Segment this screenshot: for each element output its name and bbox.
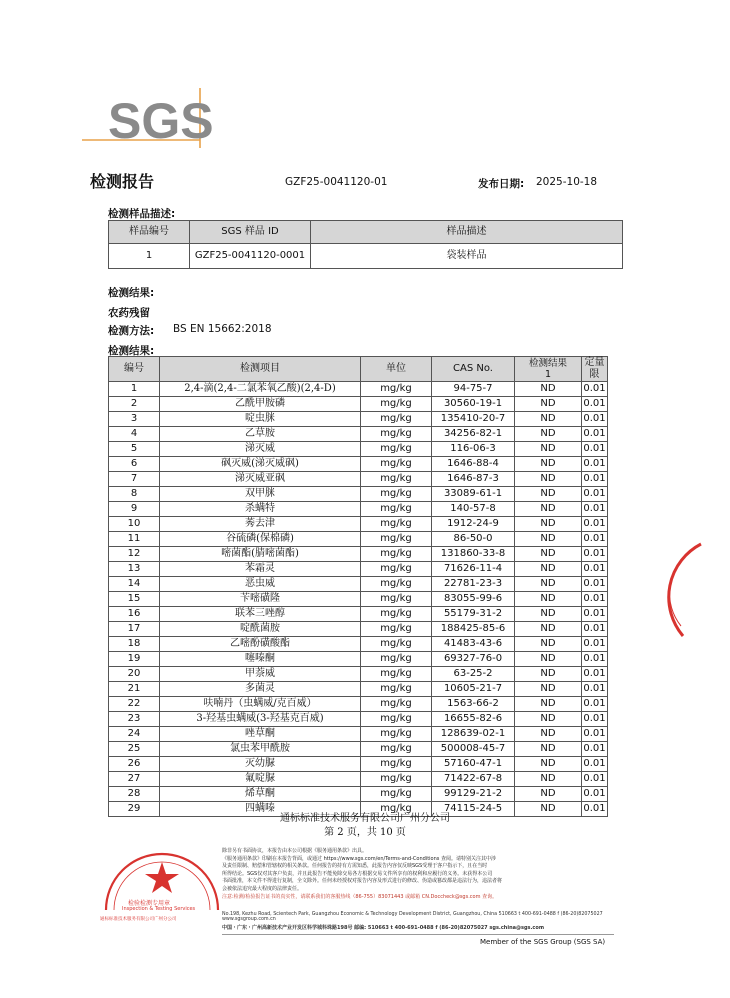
table-cell: 0.01 bbox=[582, 517, 608, 532]
table-cell: 140-57-8 bbox=[432, 502, 515, 517]
table-cell: mg/kg bbox=[361, 592, 432, 607]
table-cell: 0.01 bbox=[582, 487, 608, 502]
table-cell: 10 bbox=[109, 517, 160, 532]
table-row bbox=[109, 457, 608, 472]
table-cell: mg/kg bbox=[361, 757, 432, 772]
table-cell: 1646-87-3 bbox=[432, 472, 515, 487]
report-number: GZF25-0041120-01 bbox=[285, 176, 388, 188]
table-cell: ND bbox=[515, 562, 582, 577]
table-cell: mg/kg bbox=[361, 502, 432, 517]
table-cell: 14 bbox=[109, 577, 160, 592]
table-cell: 12 bbox=[109, 547, 160, 562]
footer-divider bbox=[222, 934, 614, 935]
terms-line: 会被依法追究最大程度的法律责任。 bbox=[222, 885, 303, 892]
footer-company: 通标标准技术服务有限公司广州分公司 bbox=[280, 813, 450, 824]
table-cell: 27 bbox=[109, 772, 160, 787]
table-cell: ND bbox=[515, 802, 582, 817]
table-row bbox=[109, 667, 608, 682]
results-section-label: 检测结果: bbox=[108, 287, 155, 299]
table-cell: 26 bbox=[109, 757, 160, 772]
table-cell: 17 bbox=[109, 622, 160, 637]
table-cell: 22781-23-3 bbox=[432, 577, 515, 592]
table-row bbox=[109, 487, 608, 502]
table-cell: 16 bbox=[109, 607, 160, 622]
table-cell: ND bbox=[515, 592, 582, 607]
table-cell: 131860-33-8 bbox=[432, 547, 515, 562]
table-cell: ND bbox=[515, 757, 582, 772]
table-cell: 0.01 bbox=[582, 547, 608, 562]
table-cell: 0.01 bbox=[582, 652, 608, 667]
table-cell: 0.01 bbox=[582, 622, 608, 637]
table-cell: ND bbox=[515, 427, 582, 442]
table-cell: 2,4-滴(2,4-二氯苯氧乙酸)(2,4-D) bbox=[160, 382, 361, 397]
table-cell: 甲萘威 bbox=[160, 667, 361, 682]
table-cell: mg/kg bbox=[361, 667, 432, 682]
table-cell: 0.01 bbox=[582, 727, 608, 742]
table-cell: 0.01 bbox=[582, 427, 608, 442]
table-row bbox=[109, 382, 608, 397]
terms-line: 书面批准，本文件不得进行复制，全文除外。任何未经授权对报告内容及形式进行的修改、伪造或篡改都是违法行为，违法者将 bbox=[222, 878, 503, 885]
side-seal-stamp bbox=[663, 540, 703, 640]
results-table-header bbox=[109, 357, 608, 382]
table-cell: 1646-88-4 bbox=[432, 457, 515, 472]
table-row bbox=[109, 622, 608, 637]
table-cell: 188425-85-6 bbox=[432, 622, 515, 637]
table-cell: mg/kg bbox=[361, 622, 432, 637]
sgs-logo bbox=[82, 86, 222, 148]
table-cell: 34256-82-1 bbox=[432, 427, 515, 442]
table-row bbox=[109, 547, 608, 562]
table-cell: mg/kg bbox=[361, 787, 432, 802]
table-cell: mg/kg bbox=[361, 382, 432, 397]
table-cell: 3-羟基虫螨威(3-羟基克百威) bbox=[160, 712, 361, 727]
table-cell: 氟啶脲 bbox=[160, 772, 361, 787]
address-english: No.198, Kezhu Road, Scientech Park, Guangzhou Economic & Technology Development District, Guangzhou, China 510663 t 400-691-0488 f (86-20)82075027 www.sgsgroup.com.cn bbox=[222, 912, 603, 922]
table-cell: 0.01 bbox=[582, 757, 608, 772]
table-cell: 乙草胺 bbox=[160, 427, 361, 442]
table-cell: 0.01 bbox=[582, 607, 608, 622]
table-cell: 94-75-7 bbox=[432, 382, 515, 397]
table-cell: mg/kg bbox=[361, 427, 432, 442]
category-label: 农药残留 bbox=[108, 307, 150, 319]
table-row bbox=[109, 577, 608, 592]
results-header-cell: 单位 bbox=[361, 357, 432, 382]
table-cell: ND bbox=[515, 547, 582, 562]
table-row bbox=[109, 772, 608, 787]
terms-line: 《服务通用条款》印刷在本报告背面，或通过 https://www.sgs.com/en/Terms-and-Conditions 查阅。请特别关注其中涉 bbox=[222, 855, 496, 862]
table-cell: 杀螨特 bbox=[160, 502, 361, 517]
table-cell: 18 bbox=[109, 637, 160, 652]
table-cell: 0.01 bbox=[582, 442, 608, 457]
table-cell: 5 bbox=[109, 442, 160, 457]
sample-section-label: 检测样品描述: bbox=[108, 208, 176, 220]
table-cell: 苯霜灵 bbox=[160, 562, 361, 577]
table-cell: 0.01 bbox=[582, 667, 608, 682]
table-cell: ND bbox=[515, 397, 582, 412]
table-cell: 0.01 bbox=[582, 637, 608, 652]
sample-cell: 1 bbox=[109, 244, 190, 269]
table-cell: 0.01 bbox=[582, 397, 608, 412]
results-label: 检测结果: bbox=[108, 345, 155, 357]
terms-line: 除非另有书面协议，本报告由本公司根据《服务通用条款》出具。 bbox=[222, 848, 368, 854]
table-cell: mg/kg bbox=[361, 457, 432, 472]
table-cell: 63-25-2 bbox=[432, 667, 515, 682]
table-cell: 砜灭威(涕灭威砜) bbox=[160, 457, 361, 472]
table-cell: 0.01 bbox=[582, 712, 608, 727]
table-cell: 灭幼脲 bbox=[160, 757, 361, 772]
seal-english: Inspection & Testing Services bbox=[122, 906, 196, 912]
table-cell: mg/kg bbox=[361, 772, 432, 787]
table-cell: 恶虫威 bbox=[160, 577, 361, 592]
terms-line: 所得结论。SGS仅对其客户负责，并且此报告不能免除交易各方根据交易文件所享有的权利和应履行的义务。未获得本公司 bbox=[222, 870, 493, 877]
sample-table-row bbox=[109, 244, 623, 269]
terms-text bbox=[222, 848, 617, 901]
results-header-cell: 编号 bbox=[109, 357, 160, 382]
table-cell: 0.01 bbox=[582, 772, 608, 787]
table-row bbox=[109, 532, 608, 547]
table-row bbox=[109, 562, 608, 577]
table-cell: 烯草酮 bbox=[160, 787, 361, 802]
table-cell: 16655-82-6 bbox=[432, 712, 515, 727]
table-row bbox=[109, 712, 608, 727]
table-cell: 联苯三唑醇 bbox=[160, 607, 361, 622]
table-cell: 128639-02-1 bbox=[432, 727, 515, 742]
table-cell: mg/kg bbox=[361, 652, 432, 667]
table-cell: ND bbox=[515, 517, 582, 532]
table-cell: 0.01 bbox=[582, 577, 608, 592]
table-row bbox=[109, 757, 608, 772]
table-cell: 乙酰甲胺磷 bbox=[160, 397, 361, 412]
table-cell: 41483-43-6 bbox=[432, 637, 515, 652]
table-cell: 0.01 bbox=[582, 457, 608, 472]
table-cell: 0.01 bbox=[582, 682, 608, 697]
table-cell: 29 bbox=[109, 802, 160, 817]
table-cell: 氯虫苯甲酰胺 bbox=[160, 742, 361, 757]
table-cell: 0.01 bbox=[582, 562, 608, 577]
table-cell: 74115-24-5 bbox=[432, 802, 515, 817]
table-cell: 0.01 bbox=[582, 472, 608, 487]
table-cell: 双甲脒 bbox=[160, 487, 361, 502]
table-cell: mg/kg bbox=[361, 742, 432, 757]
table-cell: 唑草酮 bbox=[160, 727, 361, 742]
table-cell: 71626-11-4 bbox=[432, 562, 515, 577]
table-cell: 1 bbox=[109, 382, 160, 397]
table-row bbox=[109, 442, 608, 457]
sample-table bbox=[108, 220, 623, 269]
results-header-cell: 定量限 bbox=[582, 357, 608, 382]
sample-table-header bbox=[109, 221, 623, 244]
report-title: 检测报告 bbox=[90, 172, 155, 191]
table-row bbox=[109, 697, 608, 712]
table-cell: 涕灭威亚砜 bbox=[160, 472, 361, 487]
table-cell: 0.01 bbox=[582, 532, 608, 547]
table-row bbox=[109, 427, 608, 442]
table-cell: 噻嗪酮 bbox=[160, 652, 361, 667]
table-cell: 0.01 bbox=[582, 697, 608, 712]
table-row bbox=[109, 397, 608, 412]
table-cell: 啶酰菌胺 bbox=[160, 622, 361, 637]
table-cell: mg/kg bbox=[361, 547, 432, 562]
table-cell: 乙嘧酚磺酸酯 bbox=[160, 637, 361, 652]
table-row bbox=[109, 742, 608, 757]
table-cell: mg/kg bbox=[361, 607, 432, 622]
table-cell: 4 bbox=[109, 427, 160, 442]
table-row bbox=[109, 787, 608, 802]
table-cell: 3 bbox=[109, 412, 160, 427]
method-label: 检测方法: bbox=[108, 325, 155, 337]
table-cell: ND bbox=[515, 712, 582, 727]
table-cell: 21 bbox=[109, 682, 160, 697]
table-cell: mg/kg bbox=[361, 802, 432, 817]
table-cell: ND bbox=[515, 577, 582, 592]
results-header-cell: 检测结果 1 bbox=[515, 357, 582, 382]
authenticity-notice: 注意:检测/检验报告证书的真实性，请联系我们的客服热线（86-755）83071443 或邮箱 CN.Doccheck@sgs.com 查询。 bbox=[222, 893, 498, 900]
table-cell: 135410-20-7 bbox=[432, 412, 515, 427]
table-cell: 1912-24-9 bbox=[432, 517, 515, 532]
page-number: 第 2 页，共 10 页 bbox=[324, 827, 406, 838]
issue-date: 2025-10-18 bbox=[536, 176, 598, 188]
sample-header-cell: 样品描述 bbox=[311, 221, 623, 244]
table-row bbox=[109, 652, 608, 667]
table-cell: ND bbox=[515, 742, 582, 757]
table-cell: ND bbox=[515, 487, 582, 502]
table-cell: 谷硫磷(保棉磷) bbox=[160, 532, 361, 547]
table-cell: 11 bbox=[109, 532, 160, 547]
table-cell: mg/kg bbox=[361, 442, 432, 457]
table-cell: ND bbox=[515, 772, 582, 787]
table-cell: ND bbox=[515, 472, 582, 487]
table-cell: 25 bbox=[109, 742, 160, 757]
table-cell: 0.01 bbox=[582, 787, 608, 802]
table-cell: mg/kg bbox=[361, 472, 432, 487]
table-cell: 99129-21-2 bbox=[432, 787, 515, 802]
table-cell: ND bbox=[515, 382, 582, 397]
table-cell: 四螨嗪 bbox=[160, 802, 361, 817]
table-cell: 0.01 bbox=[582, 742, 608, 757]
table-cell: 57160-47-1 bbox=[432, 757, 515, 772]
address-chinese: 中国・广东・广州高新技术产业开发区科学城科珠路198号 邮编: 510663 t 400-691-0488 f (86-20)82075027 sgs.china@sgs.com bbox=[222, 925, 545, 931]
sample-cell: 袋装样品 bbox=[311, 244, 623, 269]
table-row bbox=[109, 517, 608, 532]
table-cell: 22 bbox=[109, 697, 160, 712]
table-row bbox=[109, 502, 608, 517]
table-cell: 24 bbox=[109, 727, 160, 742]
table-row bbox=[109, 607, 608, 622]
table-cell: 苄嘧磺隆 bbox=[160, 592, 361, 607]
table-cell: mg/kg bbox=[361, 532, 432, 547]
table-cell: 0.01 bbox=[582, 382, 608, 397]
table-cell: 55179-31-2 bbox=[432, 607, 515, 622]
sample-header-cell: SGS 样品 ID bbox=[190, 221, 311, 244]
table-cell: 15 bbox=[109, 592, 160, 607]
table-cell: 28 bbox=[109, 787, 160, 802]
table-row bbox=[109, 472, 608, 487]
table-cell: mg/kg bbox=[361, 397, 432, 412]
table-cell: 莠去津 bbox=[160, 517, 361, 532]
issue-date-label: 发布日期: bbox=[478, 178, 525, 190]
table-cell: 啶虫脒 bbox=[160, 412, 361, 427]
table-cell: 0.01 bbox=[582, 502, 608, 517]
table-cell: 30560-19-1 bbox=[432, 397, 515, 412]
table-cell: 10605-21-7 bbox=[432, 682, 515, 697]
table-row bbox=[109, 637, 608, 652]
table-cell: 71422-67-8 bbox=[432, 772, 515, 787]
table-cell: 86-50-0 bbox=[432, 532, 515, 547]
table-cell: 1563-66-2 bbox=[432, 697, 515, 712]
table-cell: 呋喃丹（虫螨威/克百威） bbox=[160, 697, 361, 712]
table-cell: 涕灭威 bbox=[160, 442, 361, 457]
table-cell: mg/kg bbox=[361, 727, 432, 742]
terms-line: 及责任限制、赔偿和管辖权的相关条款。任何报告的持有方需知悉，此报告内容仅反映SGS受理于客户指示下，且在当时 bbox=[222, 863, 488, 870]
table-cell: 嘧菌酯(腈嘧菌酯) bbox=[160, 547, 361, 562]
table-cell: 8 bbox=[109, 487, 160, 502]
table-cell: ND bbox=[515, 727, 582, 742]
member-statement: Member of the SGS Group (SGS SA) bbox=[480, 938, 606, 946]
table-row bbox=[109, 412, 608, 427]
results-table-body bbox=[109, 382, 608, 817]
table-cell: 2 bbox=[109, 397, 160, 412]
table-cell: ND bbox=[515, 607, 582, 622]
company-seal bbox=[100, 840, 224, 924]
table-row bbox=[109, 682, 608, 697]
table-cell: 6 bbox=[109, 457, 160, 472]
method-value: BS EN 15662:2018 bbox=[173, 323, 272, 335]
table-cell: ND bbox=[515, 652, 582, 667]
table-cell: 7 bbox=[109, 472, 160, 487]
table-cell: mg/kg bbox=[361, 697, 432, 712]
results-header-cell: CAS No. bbox=[432, 357, 515, 382]
table-cell: mg/kg bbox=[361, 562, 432, 577]
table-cell: mg/kg bbox=[361, 712, 432, 727]
table-cell: ND bbox=[515, 682, 582, 697]
table-row bbox=[109, 592, 608, 607]
table-cell: 69327-76-0 bbox=[432, 652, 515, 667]
seal-subtitle: 检验检测专用章 bbox=[128, 900, 171, 907]
table-cell: 19 bbox=[109, 652, 160, 667]
table-cell: 9 bbox=[109, 502, 160, 517]
table-cell: mg/kg bbox=[361, 487, 432, 502]
table-cell: mg/kg bbox=[361, 637, 432, 652]
table-cell: ND bbox=[515, 502, 582, 517]
table-cell: mg/kg bbox=[361, 517, 432, 532]
table-cell: ND bbox=[515, 412, 582, 427]
table-cell: 13 bbox=[109, 562, 160, 577]
table-cell: 0.01 bbox=[582, 592, 608, 607]
table-cell: 500008-45-7 bbox=[432, 742, 515, 757]
logo-text: SGS bbox=[108, 93, 214, 148]
results-table bbox=[108, 356, 608, 817]
table-row bbox=[109, 727, 608, 742]
table-cell: 0.01 bbox=[582, 802, 608, 817]
table-cell: ND bbox=[515, 637, 582, 652]
table-cell: ND bbox=[515, 442, 582, 457]
table-cell: mg/kg bbox=[361, 412, 432, 427]
table-cell: 83055-99-6 bbox=[432, 592, 515, 607]
table-cell: ND bbox=[515, 532, 582, 547]
seal-company: 通标标准技术服务有限公司广州分公司 bbox=[100, 917, 177, 922]
table-cell: ND bbox=[515, 622, 582, 637]
table-cell: 33089-61-1 bbox=[432, 487, 515, 502]
sample-header-cell: 样品编号 bbox=[109, 221, 190, 244]
table-cell: mg/kg bbox=[361, 577, 432, 592]
results-header-cell: 检测项目 bbox=[160, 357, 361, 382]
table-cell: 多菌灵 bbox=[160, 682, 361, 697]
table-cell: mg/kg bbox=[361, 682, 432, 697]
table-cell: ND bbox=[515, 697, 582, 712]
table-cell: ND bbox=[515, 787, 582, 802]
table-cell: ND bbox=[515, 457, 582, 472]
table-cell: 20 bbox=[109, 667, 160, 682]
table-cell: 116-06-3 bbox=[432, 442, 515, 457]
sample-cell: GZF25-0041120-0001 bbox=[190, 244, 311, 269]
table-cell: 0.01 bbox=[582, 412, 608, 427]
table-cell: 23 bbox=[109, 712, 160, 727]
table-cell: ND bbox=[515, 667, 582, 682]
